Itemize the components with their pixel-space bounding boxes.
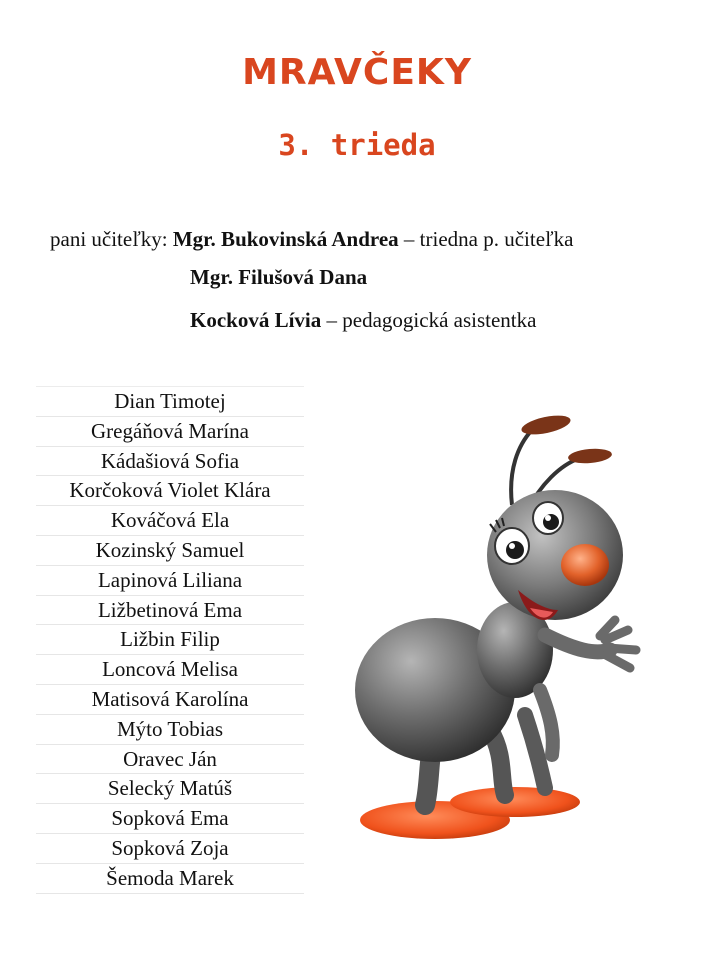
student-item: Kováčová Ela bbox=[36, 506, 304, 536]
teacher-name: Mgr. Filušová Dana bbox=[190, 265, 368, 289]
student-item: Sopková Ema bbox=[36, 804, 304, 834]
student-item: Matisová Karolína bbox=[36, 685, 304, 715]
student-item: Sopková Zoja bbox=[36, 834, 304, 864]
student-item: Gregáňová Marína bbox=[36, 417, 304, 447]
student-item: Šemoda Marek bbox=[36, 864, 304, 894]
teacher-row-2 bbox=[190, 265, 367, 290]
student-item: Selecký Matúš bbox=[36, 774, 304, 804]
student-item: Dian Timotej bbox=[36, 386, 304, 417]
teacher-name: Mgr. Bukovinská Andrea bbox=[172, 227, 399, 251]
teacher-row-1 bbox=[50, 227, 573, 252]
student-item: Korčoková Violet Klára bbox=[36, 476, 304, 506]
student-item: Loncová Melisa bbox=[36, 655, 304, 685]
class-subtitle: 3. trieda bbox=[278, 128, 436, 162]
student-item: Ližbetinová Ema bbox=[36, 596, 304, 626]
student-list bbox=[36, 386, 304, 894]
student-item: Ližbin Filip bbox=[36, 625, 304, 655]
teachers-label: pani učiteľky: bbox=[50, 227, 168, 251]
teacher-row-3 bbox=[190, 308, 536, 333]
student-item: Oravec Ján bbox=[36, 745, 304, 775]
student-item: Mýto Tobias bbox=[36, 715, 304, 745]
student-item: Kozinský Samuel bbox=[36, 536, 304, 566]
ant-icon bbox=[340, 400, 700, 860]
student-item: Lapinová Liliana bbox=[36, 566, 304, 596]
teachers-block bbox=[0, 0, 714, 360]
page-title: MRAVČEKY bbox=[242, 52, 472, 93]
teacher-name: Kocková Lívia bbox=[190, 308, 322, 332]
teacher-role: – pedagogická asistentka bbox=[326, 308, 537, 332]
teacher-role: – triedna p. učiteľka bbox=[403, 227, 574, 251]
student-item: Kádašiová Sofia bbox=[36, 447, 304, 477]
